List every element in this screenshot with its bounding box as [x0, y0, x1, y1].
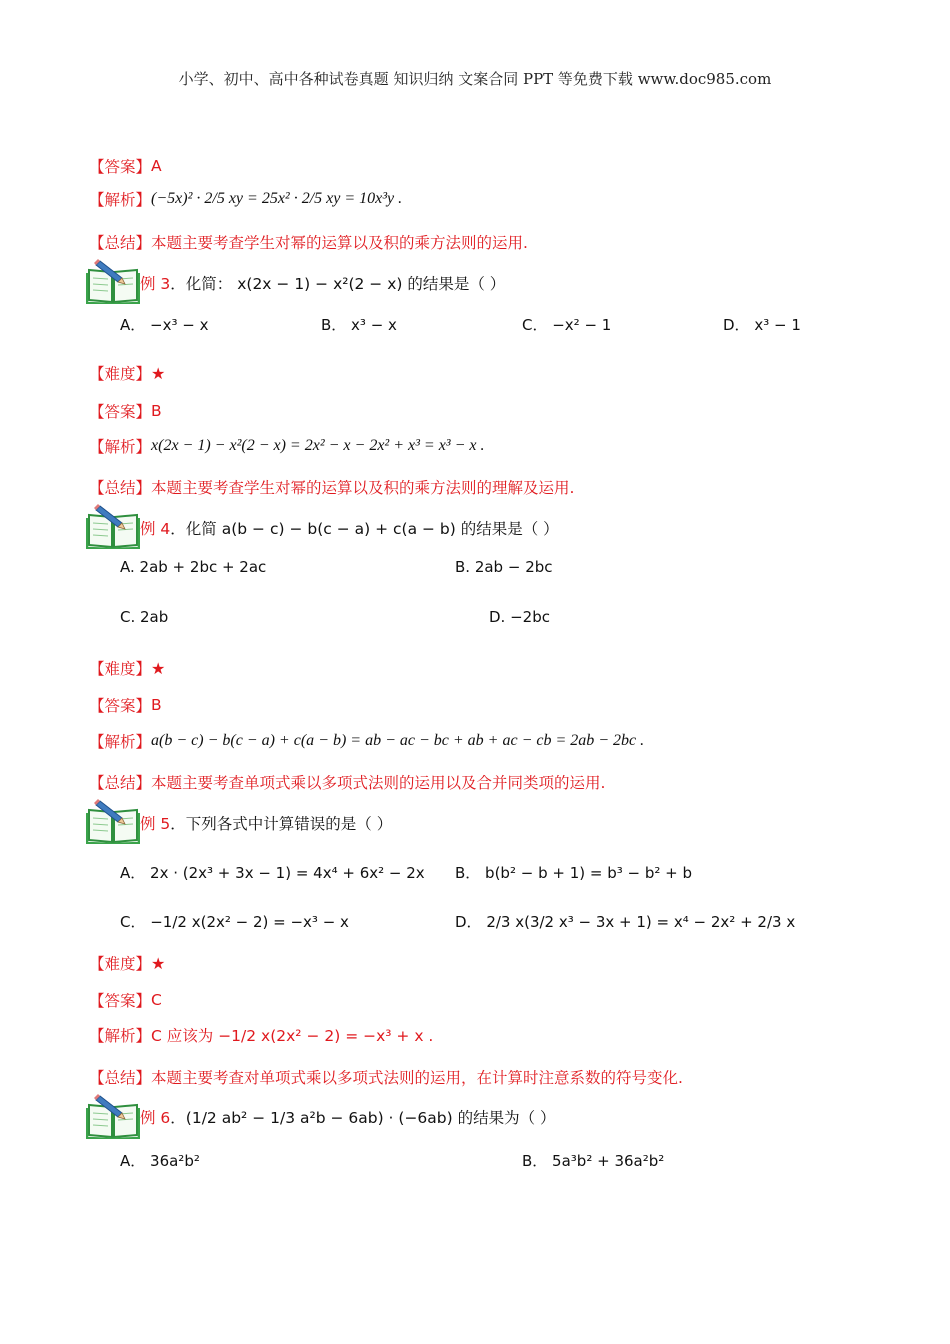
- example-5-label: 例 5: [140, 815, 171, 833]
- summary-label: 【总结】: [89, 1069, 152, 1087]
- example-6-question: [140, 1106, 556, 1128]
- difficulty-star-icon: ★: [151, 363, 166, 383]
- analysis-formula: (−5x)² · 2/5 xy = 25x² · 2/5 xy = 10x³y .: [151, 190, 403, 207]
- example-6-text: ．(1/2 ab² − 1/3 a²b − 6ab) · (−6ab) 的结果为（ ）: [170, 1109, 556, 1127]
- answer-value: B: [151, 696, 162, 714]
- summary-row: [89, 476, 574, 498]
- example-5-option-d: D． 2/3 x(3/2 x³ − 3x + 1) = x⁴ − 2x² + 2/3 x: [455, 913, 796, 931]
- summary-label: 【总结】: [89, 234, 152, 252]
- difficulty-row: [89, 362, 165, 384]
- summary-label: 【总结】: [89, 479, 152, 497]
- summary-label: 【总结】: [89, 774, 152, 792]
- example-4-option-a: A. 2ab + 2bc + 2ac: [120, 558, 267, 576]
- analysis-formula: C 应该为 −1/2 x(2x² − 2) = −x³ + x .: [151, 1027, 434, 1045]
- summary-row: [89, 231, 528, 253]
- difficulty-label: 【难度】: [89, 955, 152, 973]
- example-6-option-b: B． 5a³b² + 36a²b²: [522, 1152, 665, 1170]
- answer-value: B: [151, 402, 162, 420]
- example-4-label: 例 4: [140, 520, 171, 538]
- example-4-option-d: D. −2bc: [489, 608, 550, 626]
- summary-row: [89, 771, 605, 793]
- answer-value: C: [151, 991, 162, 1009]
- analysis-formula: a(b − c) − b(c − a) + c(a − b) = ab − ac − bc + ab + ac − cb = 2ab − 2bc .: [151, 732, 645, 749]
- summary-text: 本题主要考查学生对幂的运算以及积的乘方法则的理解及运用.: [151, 479, 575, 497]
- book-pencil-icon: [86, 798, 140, 844]
- difficulty-row: [89, 952, 165, 974]
- summary-text: 本题主要考查对单项式乘以多项式法则的运用，在计算时注意系数的符号变化.: [151, 1069, 683, 1087]
- answer-label: 【答案】: [89, 403, 152, 421]
- book-pencil-icon: [86, 258, 140, 304]
- analysis-label: 【解析】: [89, 733, 152, 751]
- analysis-row: [89, 1024, 433, 1046]
- example-5-question: [140, 812, 392, 834]
- example-4-question: [140, 517, 559, 539]
- example-6-option-a: A． 36a²b²: [120, 1152, 200, 1170]
- difficulty-label: 【难度】: [89, 660, 152, 678]
- difficulty-row: [89, 657, 165, 679]
- example-3-question: [140, 272, 505, 294]
- answer-label: 【答案】: [89, 158, 152, 176]
- answer-row: [89, 694, 162, 716]
- analysis-label: 【解析】: [89, 438, 152, 456]
- book-pencil-icon: [86, 503, 140, 549]
- example-3-option-a: A． −x³ − x: [120, 316, 209, 334]
- answer-row: [89, 400, 162, 422]
- difficulty-star-icon: ★: [151, 658, 166, 678]
- analysis-row: [89, 188, 402, 210]
- answer-row: [89, 155, 162, 177]
- example-4-option-c: C. 2ab: [120, 608, 169, 626]
- difficulty-star-icon: ★: [151, 953, 166, 973]
- analysis-row: [89, 730, 644, 752]
- summary-row: [89, 1066, 683, 1088]
- example-3-option-c: C． −x² − 1: [522, 316, 612, 334]
- example-5-option-b: B． b(b² − b + 1) = b³ − b² + b: [455, 864, 692, 882]
- summary-text: 本题主要考查学生对幂的运算以及积的乘方法则的运用.: [151, 234, 528, 252]
- answer-value: A: [151, 157, 162, 175]
- answer-row: [89, 989, 162, 1011]
- example-5-text: ．下列各式中计算错误的是（ ）: [170, 815, 393, 833]
- book-pencil-icon: [86, 1093, 140, 1139]
- example-4-option-b: B. 2ab − 2bc: [455, 558, 553, 576]
- difficulty-label: 【难度】: [89, 365, 152, 383]
- example-6-label: 例 6: [140, 1109, 171, 1127]
- analysis-label: 【解析】: [89, 191, 152, 209]
- example-3-label: 例 3: [140, 275, 171, 293]
- example-3-option-b: B． x³ − x: [321, 316, 397, 334]
- analysis-formula: x(2x − 1) − x²(2 − x) = 2x² − x − 2x² + x³ = x³ − x .: [151, 437, 485, 454]
- example-5-option-a: A． 2x · (2x³ + 3x − 1) = 4x⁴ + 6x² − 2x: [120, 864, 425, 882]
- page-header: 小学、初中、高中各种试卷真题 知识归纳 文案合同 PPT 等免费下载 www.doc985.com: [178, 70, 772, 88]
- example-5-option-c: C． −1/2 x(2x² − 2) = −x³ − x: [120, 913, 349, 931]
- analysis-label: 【解析】: [89, 1027, 152, 1045]
- analysis-row: [89, 435, 485, 457]
- summary-text: 本题主要考查单项式乘以多项式法则的运用以及合并同类项的运用.: [151, 774, 606, 792]
- example-3-option-d: D． x³ − 1: [723, 316, 801, 334]
- example-4-text: ．化简 a(b − c) − b(c − a) + c(a − b) 的结果是（ ）: [170, 520, 559, 538]
- answer-label: 【答案】: [89, 992, 152, 1010]
- answer-label: 【答案】: [89, 697, 152, 715]
- example-3-text: ．化简： x(2x − 1) − x²(2 − x) 的结果是（ ）: [170, 275, 506, 293]
